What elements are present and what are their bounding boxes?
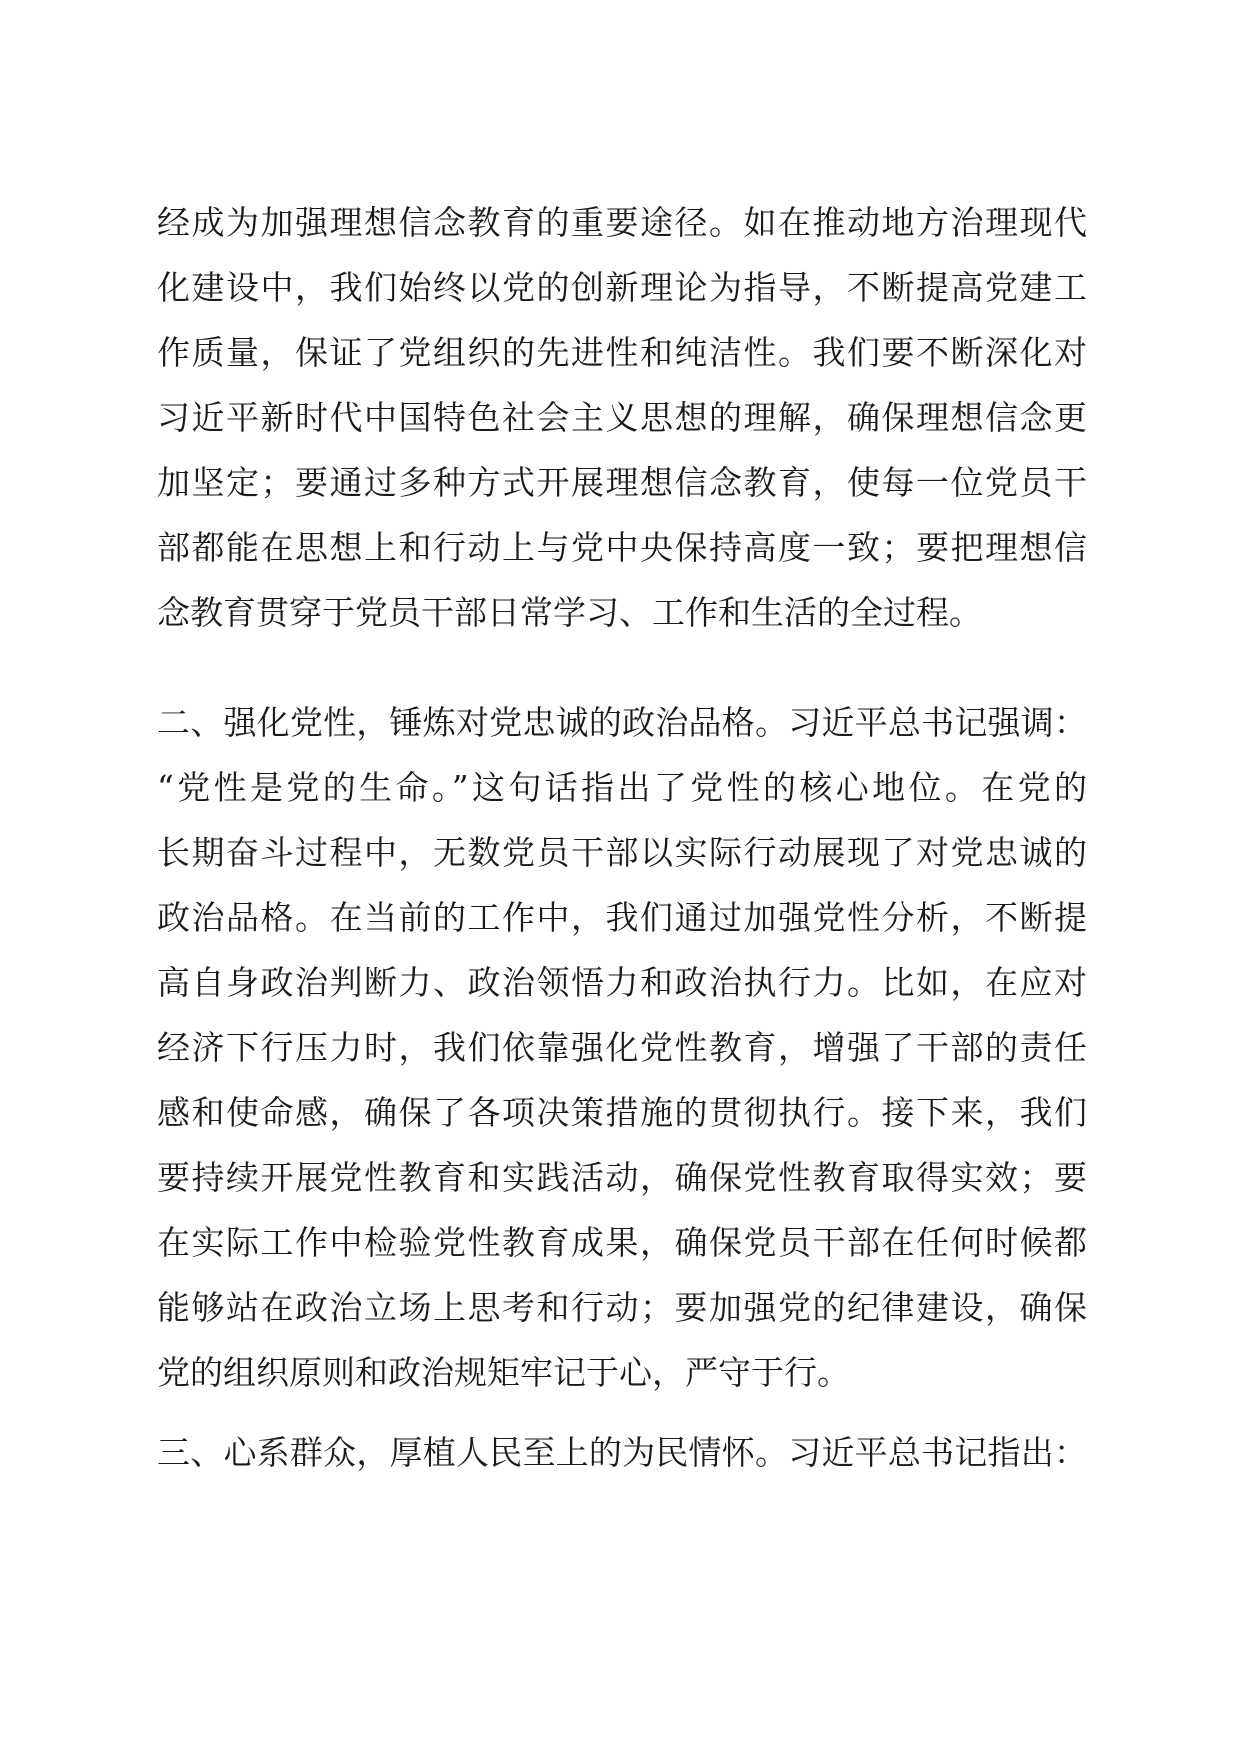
text-line: 长期奋斗过程中，无数党员干部以实际行动展现了对党忠诚的 (157, 833, 1087, 872)
text-line: 政治品格。在当前的工作中，我们通过加强党性分析，不断提 (157, 898, 1087, 937)
text-line: 要持续开展党性教育和实践活动，确保党性教育取得实效；要 (157, 1158, 1087, 1197)
text-line: 念教育贯穿于党员干部日常学习、工作和生活的全过程。 (157, 593, 982, 632)
text-line: 能够站在政治立场上思考和行动；要加强党的纪律建设，确保 (157, 1288, 1087, 1327)
section-heading-line: 二、强化党性，锤炼对党忠诚的政治品格。习近平总书记强调： (157, 703, 1087, 742)
text-line: 经济下行压力时，我们依靠强化党性教育，增强了干部的责任 (157, 1028, 1087, 1067)
text-line: 在实际工作中检验党性教育成果，确保党员干部在任何时候都 (157, 1223, 1087, 1262)
text-line: 部都能在思想上和行动上与党中央保持高度一致；要把理想信 (157, 528, 1087, 567)
text-line: “党性是党的生命。”这句话指出了党性的核心地位。在党的 (157, 768, 1087, 807)
text-line: 习近平新时代中国特色社会主义思想的理解，确保理想信念更 (157, 398, 1087, 437)
paragraph-1 (157, 190, 1087, 645)
paragraph-2 (157, 690, 1087, 1405)
paragraph-3 (157, 1420, 1087, 1485)
text-line: 加坚定；要通过多种方式开展理想信念教育，使每一位党员干 (157, 463, 1087, 502)
text-line: 化建设中，我们始终以党的创新理论为指导，不断提高党建工 (157, 268, 1087, 307)
text-line: 高自身政治判断力、政治领悟力和政治执行力。比如，在应对 (157, 963, 1087, 1002)
text-line: 作质量，保证了党组织的先进性和纯洁性。我们要不断深化对 (157, 333, 1087, 372)
section-heading-line: 三、心系群众，厚植人民至上的为民情怀。习近平总书记指出： (157, 1433, 1087, 1472)
text-line: 党的组织原则和政治规矩牢记于心，严守于行。 (157, 1353, 850, 1392)
text-line: 感和使命感，确保了各项决策措施的贯彻执行。接下来，我们 (157, 1093, 1087, 1132)
text-line: 经成为加强理想信念教育的重要途径。如在推动地方治理现代 (157, 203, 1087, 242)
